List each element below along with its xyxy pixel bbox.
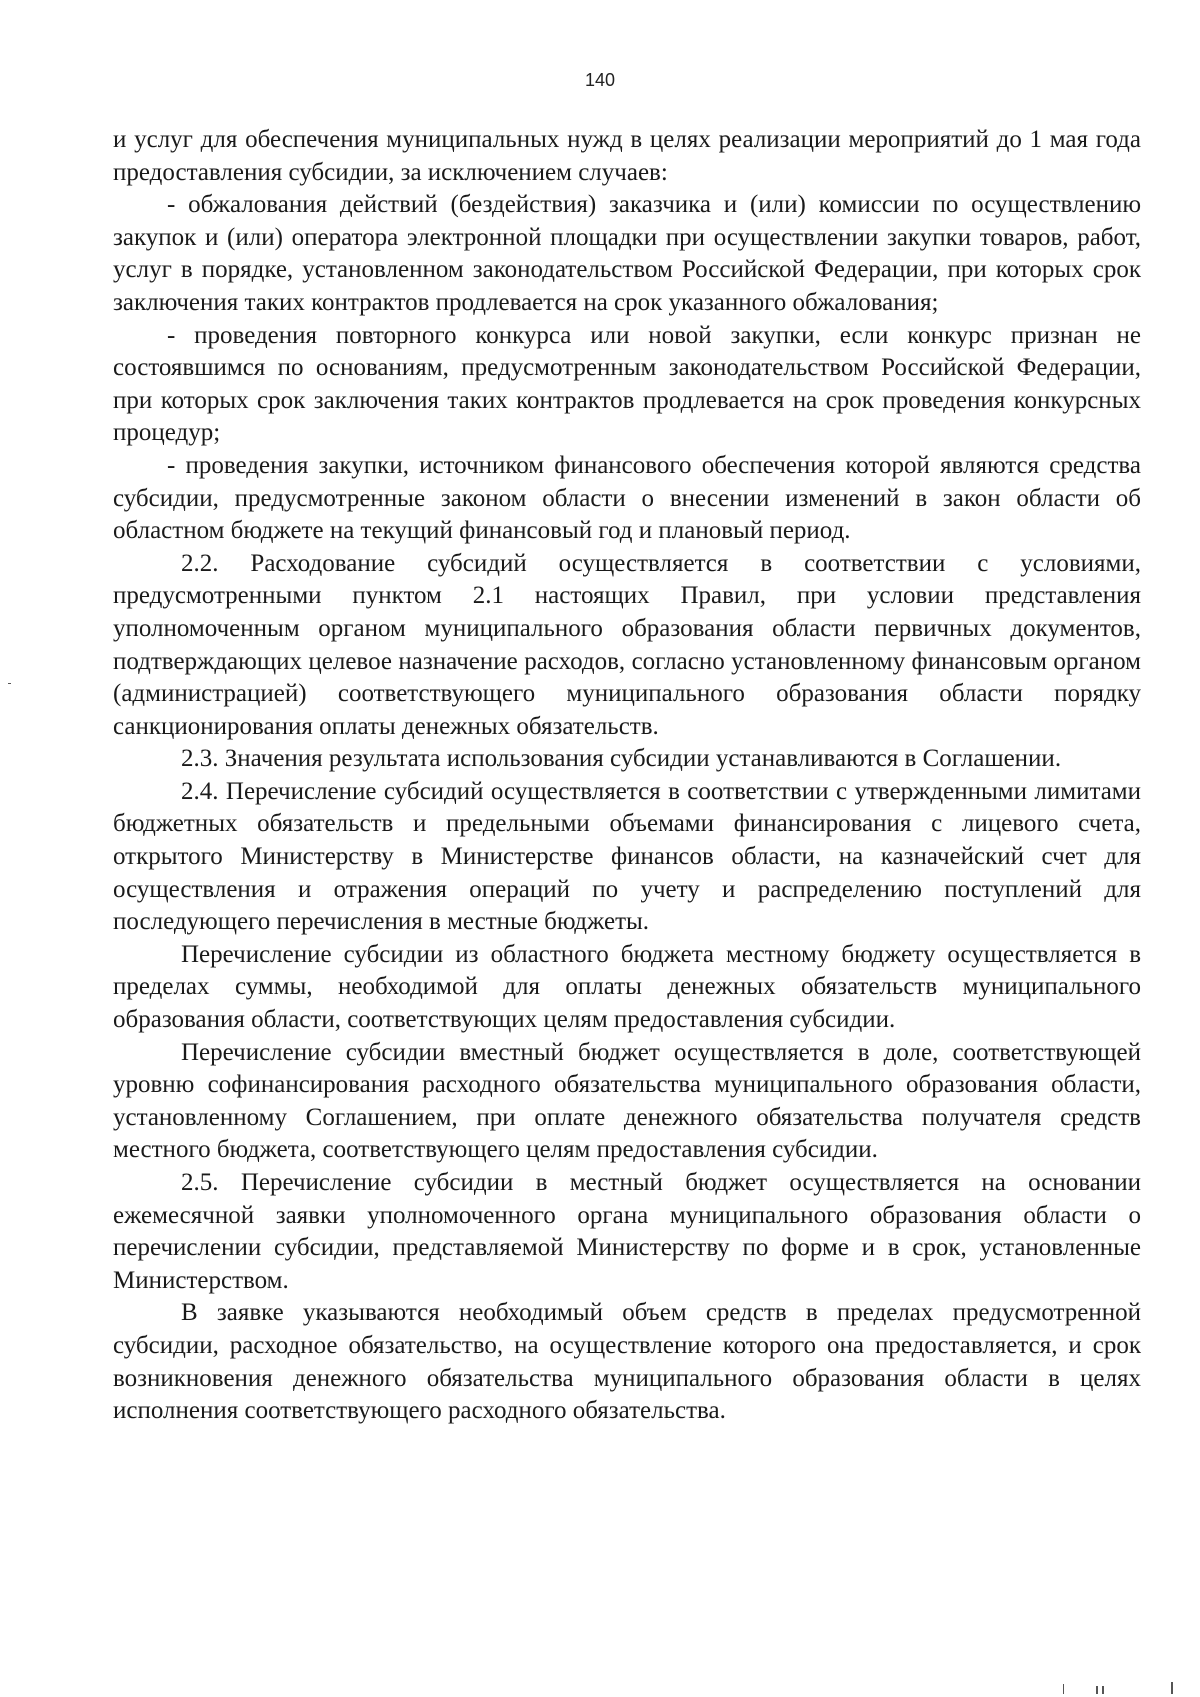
paragraph-continuation: и услуг для обеспечения муниципальных нужд в целях реализации мероприятий до 1 мая года предоставления субсидии, за исключением случаев: <box>113 126 1141 186</box>
scan-artifact-bottom-4 <box>1171 1682 1173 1694</box>
scan-artifact-bottom-3 <box>1102 1686 1104 1694</box>
scan-artifact-bottom-2 <box>1096 1686 1098 1694</box>
paragraph-exception-appeal: - обжалования действий (бездействия) заказчика и (или) комиссии по осуществлению закупок и (или) оператора электронной площадки при осуществлении закупки товаров, работ, услуг в порядке, установленном законодательством Российской Федерации, при которых срок заключения таких контрактов продлевается на срок указанного обжалования; <box>113 191 1141 316</box>
paragraph-2-4: 2.4. Перечисление субсидий осуществляется в соответствии с утвержденными лимитами бюджетных обязательств и предельными объемами финансирования с лицевого счета, открытого Министерству в Министерстве финансов области, на казначейский счет для осуществления и отражения операций по учету и распределению поступлений для последующего перечисления в местные бюджеты. <box>113 777 1141 936</box>
paragraph-transfer-share: Перечисление субсидии вместный бюджет осуществляется в доле, соответствующей уровню софинансирования расходного обязательства муниципального образования области, установленному Соглашением, при оплате денежного обязательства получателя средств местного бюджета, соответствующего целям предоставления субсидии. <box>113 1038 1141 1164</box>
paragraph-2-2: 2.2. Расходование субсидий осуществляется в соответствии с условиями, предусмотренными пунктом 2.1 настоящих Правил, при условии представления уполномоченным органом муниципального образования области первичных документов, подтверждающих целевое назначение расходов, согласно установленному финансовым органом (администрацией) соответствующего муниципального образования области порядку санкционирования оплаты денежных обязательств. <box>113 549 1141 740</box>
paragraph-exception-repeat-tender: - проведения повторного конкурса или новой закупки, если конкурс признан не состоявшимся по основаниям, предусмотренным законодательством Российской Федерации, при которых срок заключения таких контрактов продлевается на срок проведения конкурсных процедур; <box>113 321 1141 447</box>
paragraph-application-content: В заявке указываются необходимый объем средств в пределах предусмотренной субсидии, расходное обязательство, на осуществление которого она предоставляется, и срок возникновения денежного обязательства муниципального образования области в целях исполнения соответствующего расходного обязательства. <box>113 1299 1141 1425</box>
scan-artifact-bottom-1 <box>1063 1684 1064 1694</box>
paragraph-transfer-limits: Перечисление субсидии из областного бюджета местному бюджету осуществляется в пределах суммы, необходимой для оплаты денежных обязательств муниципального образования области, соответствующих целям предоставления субсидии. <box>113 940 1141 1034</box>
paragraph-2-5: 2.5. Перечисление субсидии в местный бюджет осуществляется на основании ежемесячной заявки уполномоченного органа муниципального образования области о перечислении субсидии, представляемой Министерству по форме и в срок, установленные Министерством. <box>113 1169 1141 1294</box>
page-number: 140 <box>584 70 616 90</box>
paragraph-exception-procurement: - проведения закупки, источником финансового обеспечения которой являются средства субсидии, предусмотренные законом области о внесении изменений в закон области об областном бюджете на текущий финансовый год и плановый период. <box>113 451 1141 545</box>
paragraph-2-3: 2.3. Значения результата использования субсидии устанавливаются в Соглашении. <box>181 745 1062 773</box>
scan-artifact-left <box>8 683 11 684</box>
document-body <box>113 124 1141 1428</box>
